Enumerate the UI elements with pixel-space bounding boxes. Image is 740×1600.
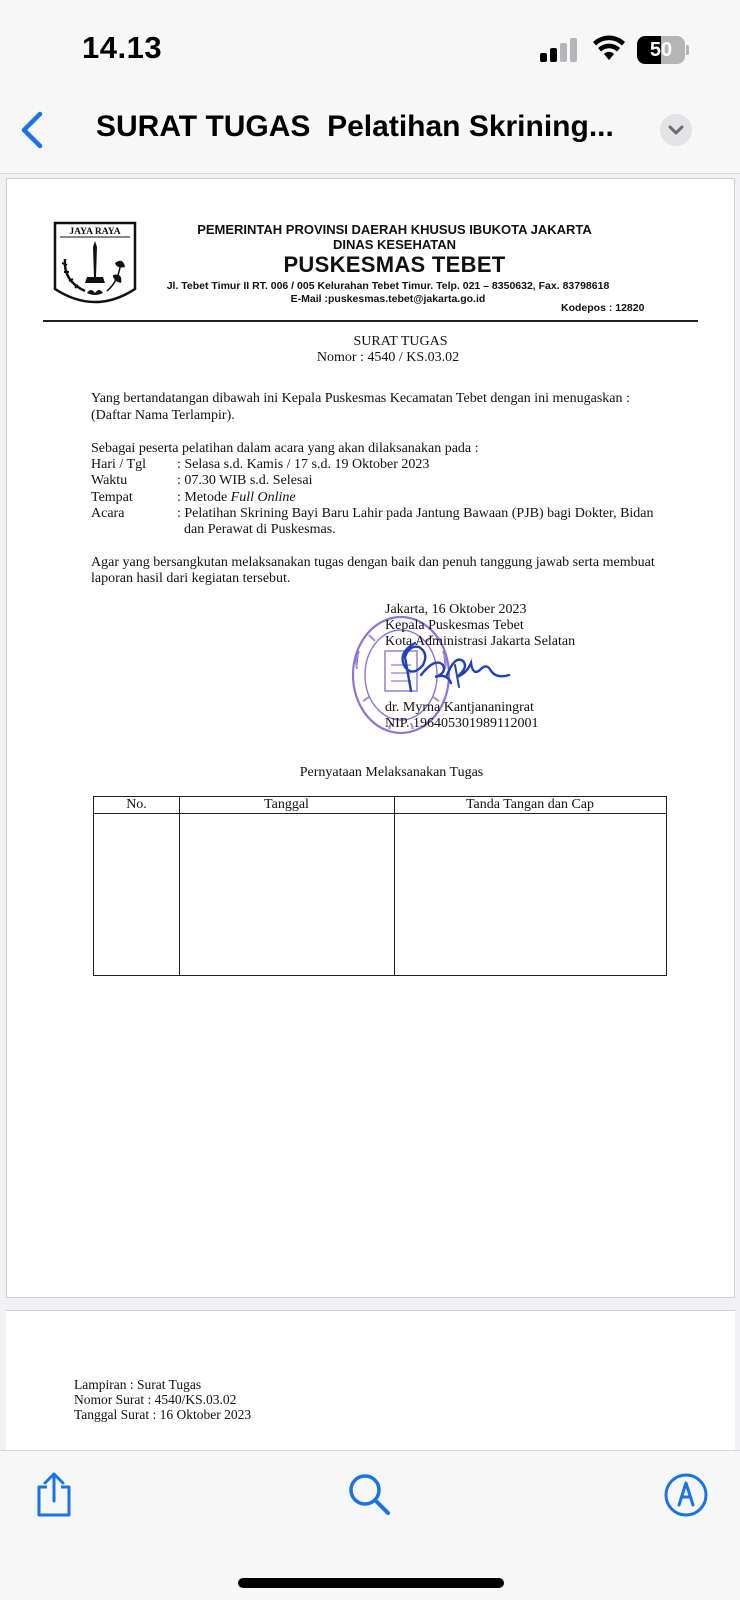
share-icon[interactable] [30,1471,78,1519]
battery-icon [637,36,689,64]
intro-line-1: Yang bertandatangan dibawah ini Kepala Puskesmas Kecamatan Tebet dengan ini menugaskan : [91,391,630,406]
place-value: : Metode Full Online [177,490,296,505]
signatory-nip: NIP. 196405301989112001 [385,716,539,731]
table-header-date: Tanggal [264,797,309,812]
attachment-line-2: Nomor Surat : 4540/KS.03.02 [74,1392,237,1407]
letterhead-postal-code: Kodepos : 12820 [561,302,645,314]
statement-table [93,796,667,976]
wifi-icon [592,34,626,62]
signatory-name: dr. Myrna Kantjananingrat [385,700,534,715]
time-value: : 07.30 WIB s.d. Selesai [177,473,313,488]
markup-pen-icon[interactable] [662,1471,710,1519]
signature-place-date: Jakarta, 16 Oktober 2023 [385,602,527,617]
status-bar [0,0,740,96]
document-page-1 [6,178,735,1298]
battery-level: 50 [649,39,673,61]
document-page-2 [6,1310,735,1450]
letterhead-department: DINAS KESEHATAN [332,237,457,252]
document-title[interactable]: SURAT TUGAS Pelatihan Skrining... [96,110,614,143]
letterhead-divider [43,320,698,322]
time-label: Waktu [91,473,128,488]
day-label: Hari / Tgl [91,457,146,472]
place-label: Tempat [91,490,133,505]
chevron-down-icon[interactable] [660,114,692,146]
letterhead-email: E-Mail :puskesmas.tebet@jakarta.go.id [290,293,486,305]
letterhead-government: PEMERINTAH PROVINSI DAERAH KHUSUS IBUKOTA JAKARTA [197,222,592,237]
letter-title: SURAT TUGAS [353,334,448,349]
intro-line-2: (Daftar Nama Terlampir). [91,408,235,423]
day-value: : Selasa s.d. Kamis / 17 s.d. 19 Oktober 2023 [177,457,430,472]
event-intro: Sebagai peserta pelatihan dalam acara yang akan dilaksanakan pada : [91,441,479,456]
nav-bar [0,96,740,174]
signature-position: Kepala Puskesmas Tebet [385,618,524,633]
chevron-left-icon[interactable] [14,108,48,152]
letter-number: Nomor : 4540 / KS.03.02 [316,350,460,365]
home-indicator[interactable] [238,1578,504,1588]
table-header-no: No. [126,797,147,812]
table-header-signature: Tanda Tangan dan Cap [465,797,595,812]
closing-line-2: laporan hasil dari kegiatan tersebut. [91,571,291,586]
event-value-line-2: dan Perawat di Puskesmas. [184,522,336,537]
attachment-line-3: Tanggal Surat : 16 Oktober 2023 [74,1407,252,1422]
letterhead-address: Jl. Tebet Timur II RT. 006 / 005 Kelurahan Tebet Timur. Telp. 021 – 8350632, Fax. 83798618 [166,280,610,292]
statement-title: Pernyataan Melaksanakan Tugas [299,765,484,780]
attachment-line-1: Lampiran : Surat Tugas [74,1377,202,1392]
letterhead-institution: PUSKESMAS TEBET [283,252,506,277]
cellular-signal-icon [540,38,578,62]
handwritten-signature [385,635,523,705]
signature-region: Kota Administrasi Jakarta Selatan [385,634,576,649]
event-label: Acara [91,506,125,521]
search-icon[interactable] [346,1471,394,1519]
event-value-line-1: : Pelatihan Skrining Bayi Baru Lahir pada Jantung Bawaan (PJB) bagi Dokter, Bidan [177,506,654,521]
status-time: 14.13 [82,30,163,65]
closing-line-1: Agar yang bersangkutan melaksanakan tugas dengan baik dan penuh tanggung jawab serta membuat [91,555,655,570]
emblem-text: JAYA RAYA [69,227,121,237]
